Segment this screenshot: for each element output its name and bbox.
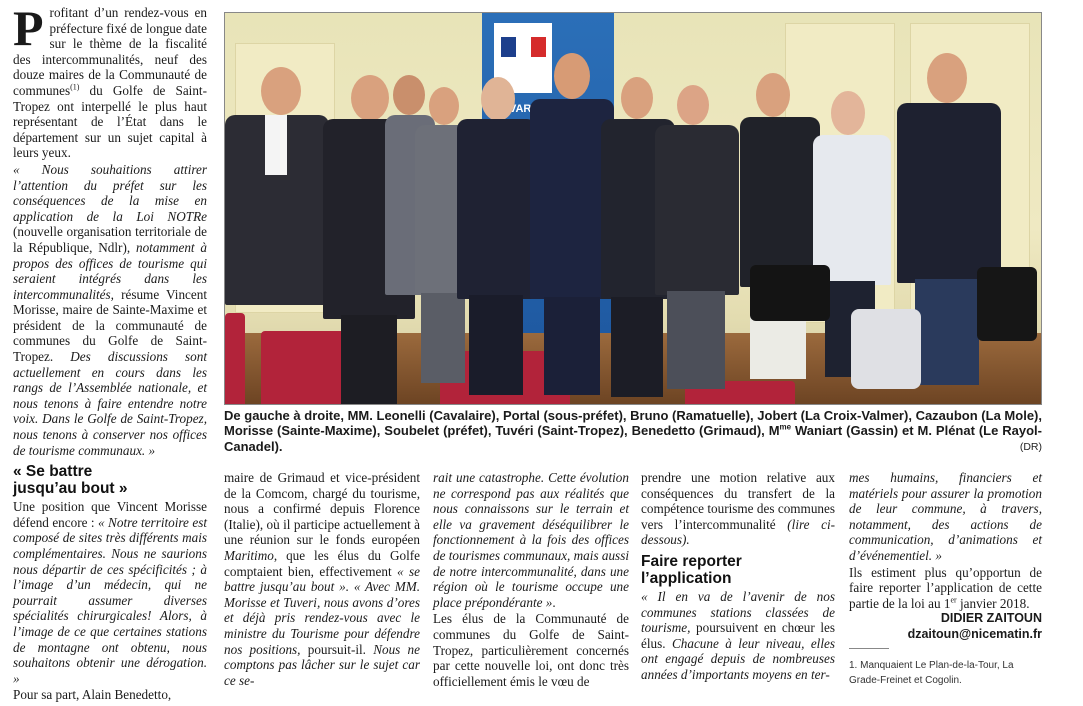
subheading-line: jusqu’au bout » [13, 480, 128, 498]
intro-paragraph [13, 0, 207, 161]
superscript: er [950, 595, 957, 605]
article-column-2 [224, 470, 420, 688]
quote-text: « se battre jusqu’au bout ». « Avec MM. Morisse et Tuveri, nous avons d’ores et déjà pris rendez-vous avec le ministre du Tourisme pour défendre nos positions, [224, 563, 420, 657]
quote-text: Nous ne comptons pas lâcher sur le sujet car ce se- [224, 641, 420, 688]
quote-text: Chacune à leur niveau, elles ont engagé depuis de nombreuses années d’importants moyens en ter- [641, 635, 835, 682]
footnote: 1. Manquaient Le Plan-de-la-Tour, La Grade-Freinet et Cogolin. [849, 660, 1014, 686]
photo-credit: (DR) [1019, 441, 1042, 453]
quote-text: rait une catastrophe. Cette évolution ne correspond pas aux réalités que nous connaissons sur le terrain et elle va gravement déséquilibrer le fonctionnement à la fois des offices de tourismes communaux, mais aussi de notre intercommunalité, dans une région où le tourisme occupe une place prépondérante » [433, 470, 629, 610]
quote-text: « Il en va de l’avenir de nos communes stations classées de tourisme, [641, 588, 835, 636]
banner-text: VAR [508, 103, 532, 115]
subheading-2 [641, 553, 835, 587]
author-email[interactable]: dzaitoun@nicematin.fr [907, 626, 1042, 641]
quote-paragraph [13, 162, 207, 458]
group-photo [224, 12, 1042, 405]
body-text: , que les élus du Golfe comptaient bien, effectivement [224, 547, 420, 579]
paragraph [641, 589, 835, 683]
body-text: Ils estiment plus qu’opportun de faire reporter l’application de cette partie de la loi au 1 [849, 564, 1042, 611]
paragraph: mes humains, financiers et matériels pour assurer la promotion de leur commune, à travers, notamment, des actions de communication, d’animations et d’événementiel. » [849, 470, 1042, 563]
article-column-4 [641, 470, 835, 683]
quote-aside: (nouvelle organisation territoriale de la République, Ndlr), [13, 224, 207, 255]
footnote-ref: (1) [70, 82, 80, 92]
author-name: DIDIER ZAITOUN [940, 611, 1042, 626]
cross-reference: (lire ci-dessous). [641, 516, 835, 548]
body-text: poursuivent en chœur les élus. [641, 620, 835, 651]
body-text: poursuit-il. [300, 641, 374, 657]
body-text: Une position que Vincent Morisse défend encore : [13, 499, 207, 530]
body-text: maire de Grimaud et vice-président de la Comcom, chargé du tourisme, nous a confirmé depuis Florence (Italie), où il participe actuellement à une réunion sur le fonds européen [224, 470, 420, 548]
caption-superscript: me [779, 423, 792, 433]
punctuation: . [552, 594, 556, 610]
emphasis: Maritimo [224, 547, 274, 563]
paragraph [224, 470, 420, 688]
quote-text: « Nous souhaitions attirer l’attention du préfet sur les conséquences de la mise en application de la Loi NOTRe [13, 161, 207, 224]
footnote-divider [849, 648, 889, 649]
paragraph: Les élus de la Communauté de communes du Golfe de Saint-Tropez, particulièrement concernés par cette nouvelle loi, ont donc très officiellement émis le vœu de [433, 611, 629, 689]
subheading-1 [13, 463, 207, 497]
body-text: janvier 2018. [956, 595, 1030, 611]
subheading-line: Faire reporter [641, 552, 742, 570]
paragraph: Pour sa part, Alain Benedetto, [13, 687, 172, 703]
photo-caption [224, 408, 1042, 454]
quote-text: Des discussions sont actuellement en cours dans les rangs de l’Assemblée nationale, et nous tenons à faire entendre notre voix. Dans le Golfe de Saint-Tropez, nous tenons à conserver nos offices de tourisme communaux. » [13, 349, 207, 458]
quote-text: « Notre territoire est composé de sites très différents mais complémentaires. Nous ne saurions nous départir de ces spécificités ; à l’image d’un médecin, qui ne pourrait assumer diverses spécialités chirurgicales! Alors, à l’image de ce que certaines stations de montagne ont obtenu, nous souhaitons obtenir une dérogation. » [13, 514, 207, 686]
article-column-5 [849, 470, 1042, 643]
paragraph [13, 499, 207, 686]
article-column-3 [433, 470, 629, 689]
paragraph [433, 470, 629, 610]
article-column-1 [13, 0, 207, 703]
intro-text: rofitant d’un rendez-vous en préfecture fixé de longue date sur le thème de la fiscalité des intercommunalités, neuf des douze maires de la Communauté de communes [13, 5, 207, 98]
body-text: prendre une motion relative aux conséquences du transfert de la compétence tourisme des communes vers l’intercommunalité [641, 470, 835, 532]
subheading-line: « Se battre [13, 463, 93, 481]
quote-text: notamment à propos des offices de tourisme qui seraient intégrés dans les intercommunalités, [13, 239, 207, 302]
subheading-line: l’application [641, 569, 732, 587]
caption-text-end: Waniart (Gassin) et M. Plénat (Le Rayol-Canadel). [224, 423, 1042, 454]
quote-attribution: résume Vincent Morisse, maire de Sainte-Maxime et président de la communauté de communes du Golfe de Saint-Tropez. [13, 286, 207, 365]
paragraph [849, 565, 1042, 612]
drop-cap: P [13, 0, 44, 56]
paragraph [641, 470, 835, 548]
caption-text: De gauche à droite, MM. Leonelli (Cavalaire), Portal (sous-préfet), Bruno (Ramatuelle), Jobert (La Croix-Valmer), Cazaubon (La Mole), Morisse (Sainte-Maxime), Soubelet (préfet), Tuvéri (Saint-Tropez), Benedetto (Grimaud), M [224, 408, 1042, 439]
intro-text-end: du Golfe de Saint-Tropez ont interpellé le plus haut représentant de l’État dans le département sur un sujet capital à leurs yeux. [13, 82, 207, 161]
